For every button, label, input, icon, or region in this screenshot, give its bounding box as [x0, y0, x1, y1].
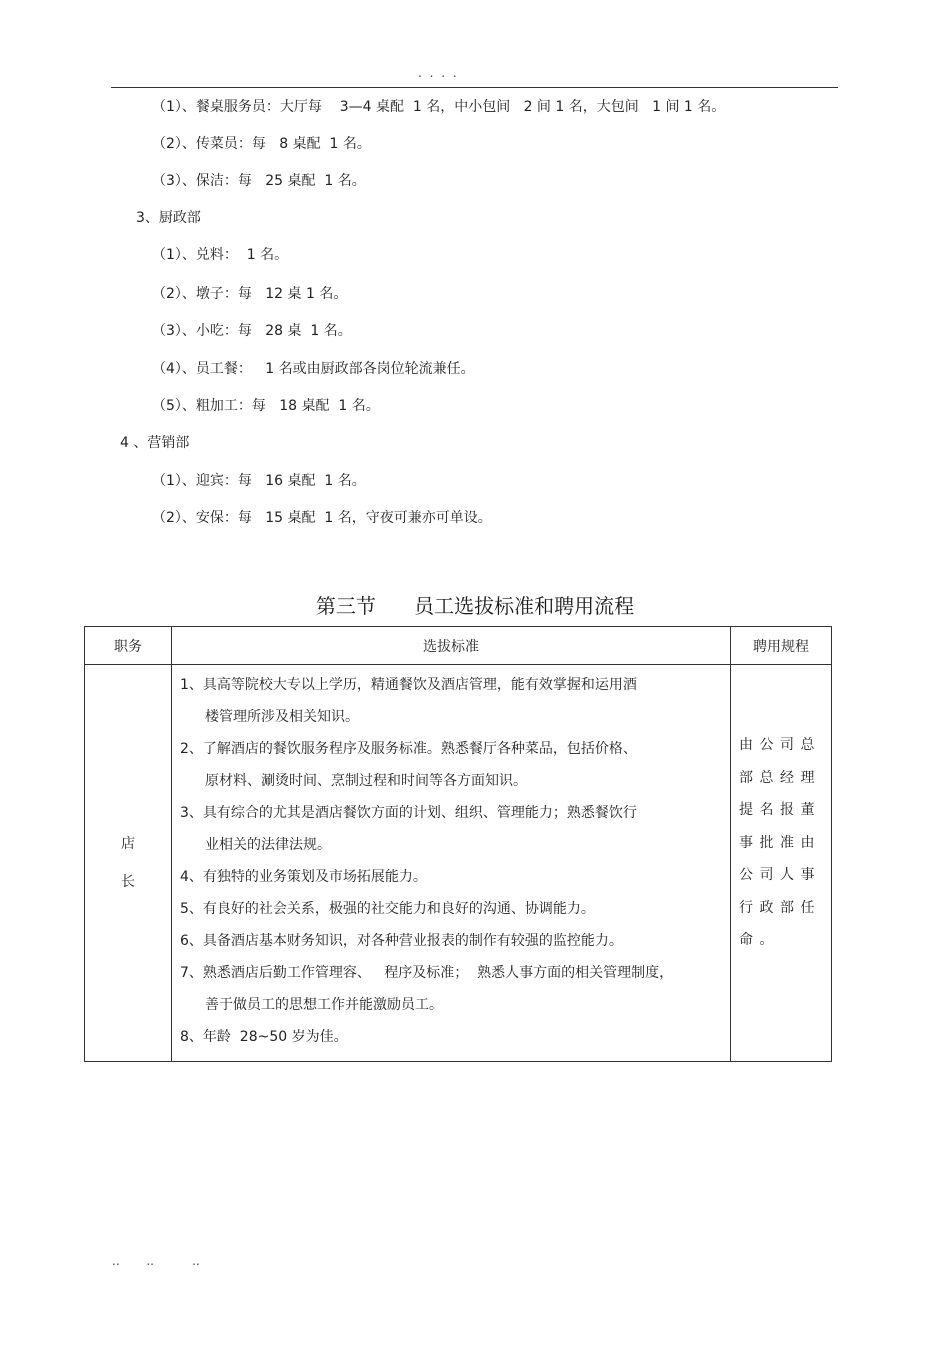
- section-title: 第三节 员工选拔标准和聘用流程: [315, 594, 635, 618]
- list-item: （3）、保洁：每 25 桌配 1 名。: [152, 173, 366, 189]
- post-cell: [85, 665, 172, 1062]
- header-process: 聘用规程: [731, 627, 832, 665]
- criteria-item: 6、具备酒店基本财务知识，对各种营业报表的制作有较强的监控能力。: [180, 933, 623, 949]
- list-item: （2）、传菜员：每 8 桌配 1 名。: [152, 136, 371, 152]
- header-post: 职务: [85, 627, 172, 665]
- table-row: [85, 665, 832, 1062]
- criteria-item: 4、有独特的业务策划及市场拓展能力。: [180, 869, 427, 885]
- criteria-item: 2、了解酒店的餐饮服务程序及服务标准。熟悉餐厅各种菜品，包括价格、: [180, 741, 637, 757]
- criteria-cell: [172, 665, 731, 1062]
- header-dots: . . . .: [418, 66, 459, 80]
- list-item: （3）、小吃：每 28 桌 1 名。: [152, 323, 352, 339]
- list-item: （2）、安保：每 15 桌配 1 名，守夜可兼亦可单设。: [152, 510, 492, 526]
- criteria-item: 7、熟悉酒店后勤工作管理容、 程序及标准； 熟悉人事方面的相关管理制度，: [180, 965, 674, 981]
- criteria-item-continued: 楼管理所涉及相关知识。: [205, 709, 359, 725]
- criteria-item: 3、具有综合的尤其是酒店餐饮方面的计划、组织、管理能力；熟悉餐饮行: [180, 805, 637, 821]
- post-char: 店: [121, 836, 135, 852]
- list-item: （4）、员工餐： 1 名或由厨政部各岗位轮流兼任。: [152, 361, 475, 377]
- post-char: 长: [121, 874, 135, 890]
- header-rule: [111, 87, 838, 88]
- list-item: （1）、餐桌服务员：大厅每 3—4 桌配 1 名，中小包间 2 间 1 名，大包间 1 间 1 名。: [152, 99, 726, 115]
- criteria-item: 1、具高等院校大专以上学历，精通餐饮及酒店管理，能有效掌握和运用酒: [180, 677, 637, 693]
- criteria-item-continued: 善于做员工的思想工作并能激励员工。: [205, 997, 443, 1013]
- list-item: （5）、粗加工：每 18 桌配 1 名。: [152, 398, 380, 414]
- section-heading: 3、厨政部: [136, 210, 201, 226]
- criteria-table: [84, 626, 832, 1062]
- process-cell: [731, 665, 832, 1062]
- list-item: （1）、迎宾：每 16 桌配 1 名。: [152, 473, 366, 489]
- criteria-item: 5、有良好的社会关系，极强的社交能力和良好的沟通、协调能力。: [180, 901, 595, 917]
- list-item: （1）、兑料： 1 名。: [152, 247, 289, 263]
- hiring-process-text: 由公司总部总经理提名报董事批准由公司人事行政部任命。: [739, 737, 821, 948]
- section-heading: 4 、营销部: [120, 435, 190, 451]
- list-item: （2）、墩子：每 12 桌 1 名。: [152, 286, 348, 302]
- header-criteria: 选拔标准: [172, 627, 731, 665]
- footer-dots: .. .. ..: [112, 1254, 200, 1268]
- criteria-item-continued: 业相关的法律法规。: [205, 837, 331, 853]
- criteria-item-continued: 原材料、涮烫时间、烹制过程和时间等各方面知识。: [205, 773, 527, 789]
- criteria-item: 8、年龄 28~50 岁为佳。: [180, 1029, 348, 1045]
- table-header-row: [85, 627, 832, 665]
